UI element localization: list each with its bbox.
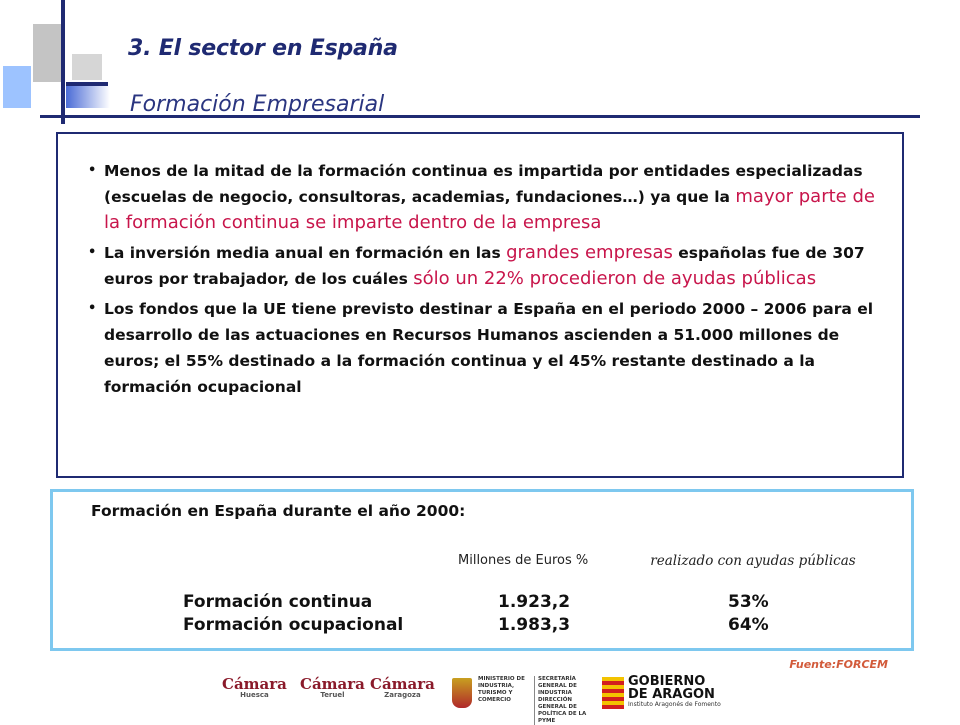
source-note: Fuente:FORCEM [789,658,888,671]
decorative-gradient-bar [66,86,110,108]
decorative-gray-block [33,24,61,82]
bullet-2-text-b: españolas fue de 307 euros por trabajador, de los cuáles [104,244,865,288]
bullet-2-text-a: La inversión media anual en formación en las [104,244,507,262]
camara-city: Teruel [320,691,345,699]
camara-name: Cámara [300,675,365,693]
bullet-item-2 [88,240,888,292]
bullet-item-3 [88,296,888,400]
slide-title: 3. El sector en España [128,36,398,61]
ministerio-text: MINISTERIO DE INDUSTRIA, TURISMO Y COMERCIO [478,676,525,703]
training-table-box [50,489,914,651]
column-header-ayudas: realizado con ayudas públicas [650,553,856,569]
row-millones: 1.923,2 [498,592,571,612]
bullet-3-text: Los fondos que la UE tiene previsto destinar a España en el periodo 2000 – 2006 para el desarrollo de las actuaciones en Recursos Humanos ascienden a 51.000 millones de euros; el 55% destinado a la formación continua y el 45% restante destinado a la formación ocupacional [104,300,874,396]
gobierno-subtitle: Instituto Aragonés de Fomento [628,701,721,708]
bullet-1-highlight: mayor parte de la formación continua se imparte dentro de la empresa [104,186,875,233]
row-label: Formación continua [183,592,373,612]
decorative-vertical-line [61,0,65,124]
secretaria-text: SECRETARÍA GENERAL DE INDUSTRIA DIRECCIÓN GENERAL DE POLÍTICA DE LA PYME [534,676,596,725]
camara-name: Cámara [222,675,287,693]
bullet-2-highlight-a: grandes empresas [506,242,673,263]
camara-name: Cámara [370,675,435,693]
decorative-gray-block-small [72,54,102,80]
row-millones: 1.983,3 [498,615,571,635]
camara-teruel-logo [300,675,365,699]
row-porcentaje: 53% [728,592,769,612]
slide-subtitle: Formación Empresarial [130,92,385,117]
decorative-blue-block [3,66,31,108]
gobierno-line-1: GOBIERNO [628,674,706,689]
camara-huesca-logo [222,675,287,699]
aragon-flag-icon [602,677,624,709]
gobierno-aragon-logo [628,675,721,709]
ministerio-logo [452,676,592,724]
camara-city: Huesca [240,691,269,699]
camara-city: Zaragoza [384,691,421,699]
column-header-millones: Millones de Euros % [458,553,589,568]
camara-zaragoza-logo [370,675,435,699]
row-label: Formación ocupacional [183,615,404,635]
bullet-2-highlight-b: sólo un 22% procedieron de ayudas públicas [413,268,817,289]
bullet-box [56,132,904,478]
bullet-list [88,158,888,404]
gobierno-line-2: DE ARAGON [628,687,715,702]
table-heading: Formación en España durante el año 2000: [91,502,466,520]
spain-shield-icon [452,678,472,708]
row-porcentaje: 64% [728,615,769,635]
bullet-item-1 [88,158,888,236]
bullet-1-text-a: Menos de la mitad de la formación continua es impartida por entidades especializadas (escuelas de negocio, consultoras, academias, fundaciones…) ya que la [104,162,863,206]
